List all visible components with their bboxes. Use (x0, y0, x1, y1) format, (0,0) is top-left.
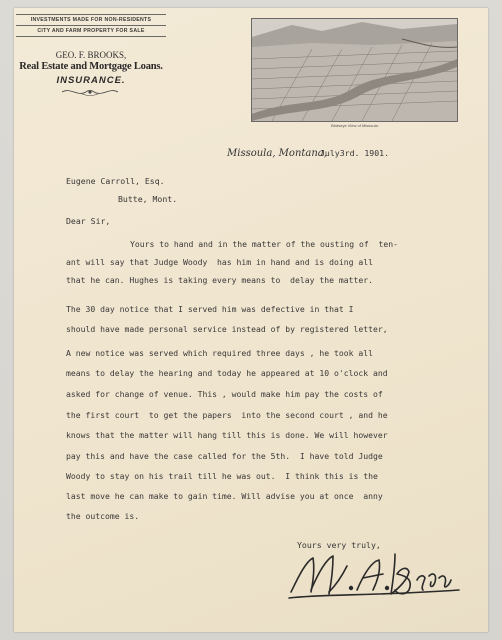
tagline-rule-top (16, 14, 166, 15)
letterhead-insurance: INSURANCE. (56, 75, 126, 86)
ornament-flourish-icon (60, 87, 120, 97)
birdseye-view-image (251, 18, 458, 122)
body-line-13: last move he can make to gain time. Will advise you at once anny (66, 491, 383, 501)
body-line-7: means to delay the hearing and today he appeared at 10 o'clock and (66, 368, 388, 378)
body-line-4: The 30 day notice that I served him was defective in that I (66, 304, 354, 314)
body-line-12: Woody to stay on his trail till he was out. I think this is the (66, 471, 378, 481)
body-line-11: pay this and have the case called for the 5th. I have told Judge (66, 451, 383, 461)
tagline-investments: INVESTMENTS MADE FOR NON-RESIDENTS (30, 17, 152, 23)
body-line-5: should have made personal service instead of by registered letter, (66, 324, 388, 334)
tagline-rule-bottom (16, 36, 166, 37)
birdseye-view-illustration (252, 19, 457, 121)
recipient-name: Eugene Carroll, Esq. (66, 176, 165, 186)
body-line-14: the outcome is. (66, 511, 140, 521)
letterhead-taglines (16, 12, 166, 39)
body-line-9: the first court to get the papers into the second court , and he (66, 410, 388, 420)
body-line-1: Yours to hand and in the matter of the ousting of ten- (130, 239, 399, 249)
body-line-3: that he can. Hughes is taking every means to delay the matter. (66, 275, 373, 285)
vignette-caption: Birdseye View of Missoula. (331, 123, 379, 128)
recipient-city: Butte, Mont. (118, 194, 178, 204)
body-line-8: asked for change of venue. This , would make him pay the costs of (66, 389, 383, 399)
dateline-place: Missoula, Montana, (227, 148, 327, 159)
signature-image (283, 540, 463, 602)
body-line-6: A new notice was served which required three days , he took all (66, 348, 373, 358)
body-line-10: knows that the matter will hang till this is done. We will however (66, 430, 388, 440)
letterhead-business: Real Estate and Mortgage Loans. (19, 61, 163, 72)
tagline-rule-middle (16, 25, 166, 26)
dateline-date: July3rd. 1901. (320, 148, 390, 158)
closing: Yours very truly, (297, 540, 381, 550)
letterhead-name: GEO. F. BROOKS, (55, 50, 127, 60)
tagline-property: CITY AND FARM PROPERTY FOR SALE (37, 28, 145, 34)
body-line-2: ant will say that Judge Woody has him in hand and is doing all (66, 257, 373, 267)
salutation: Dear Sir, (66, 216, 111, 226)
